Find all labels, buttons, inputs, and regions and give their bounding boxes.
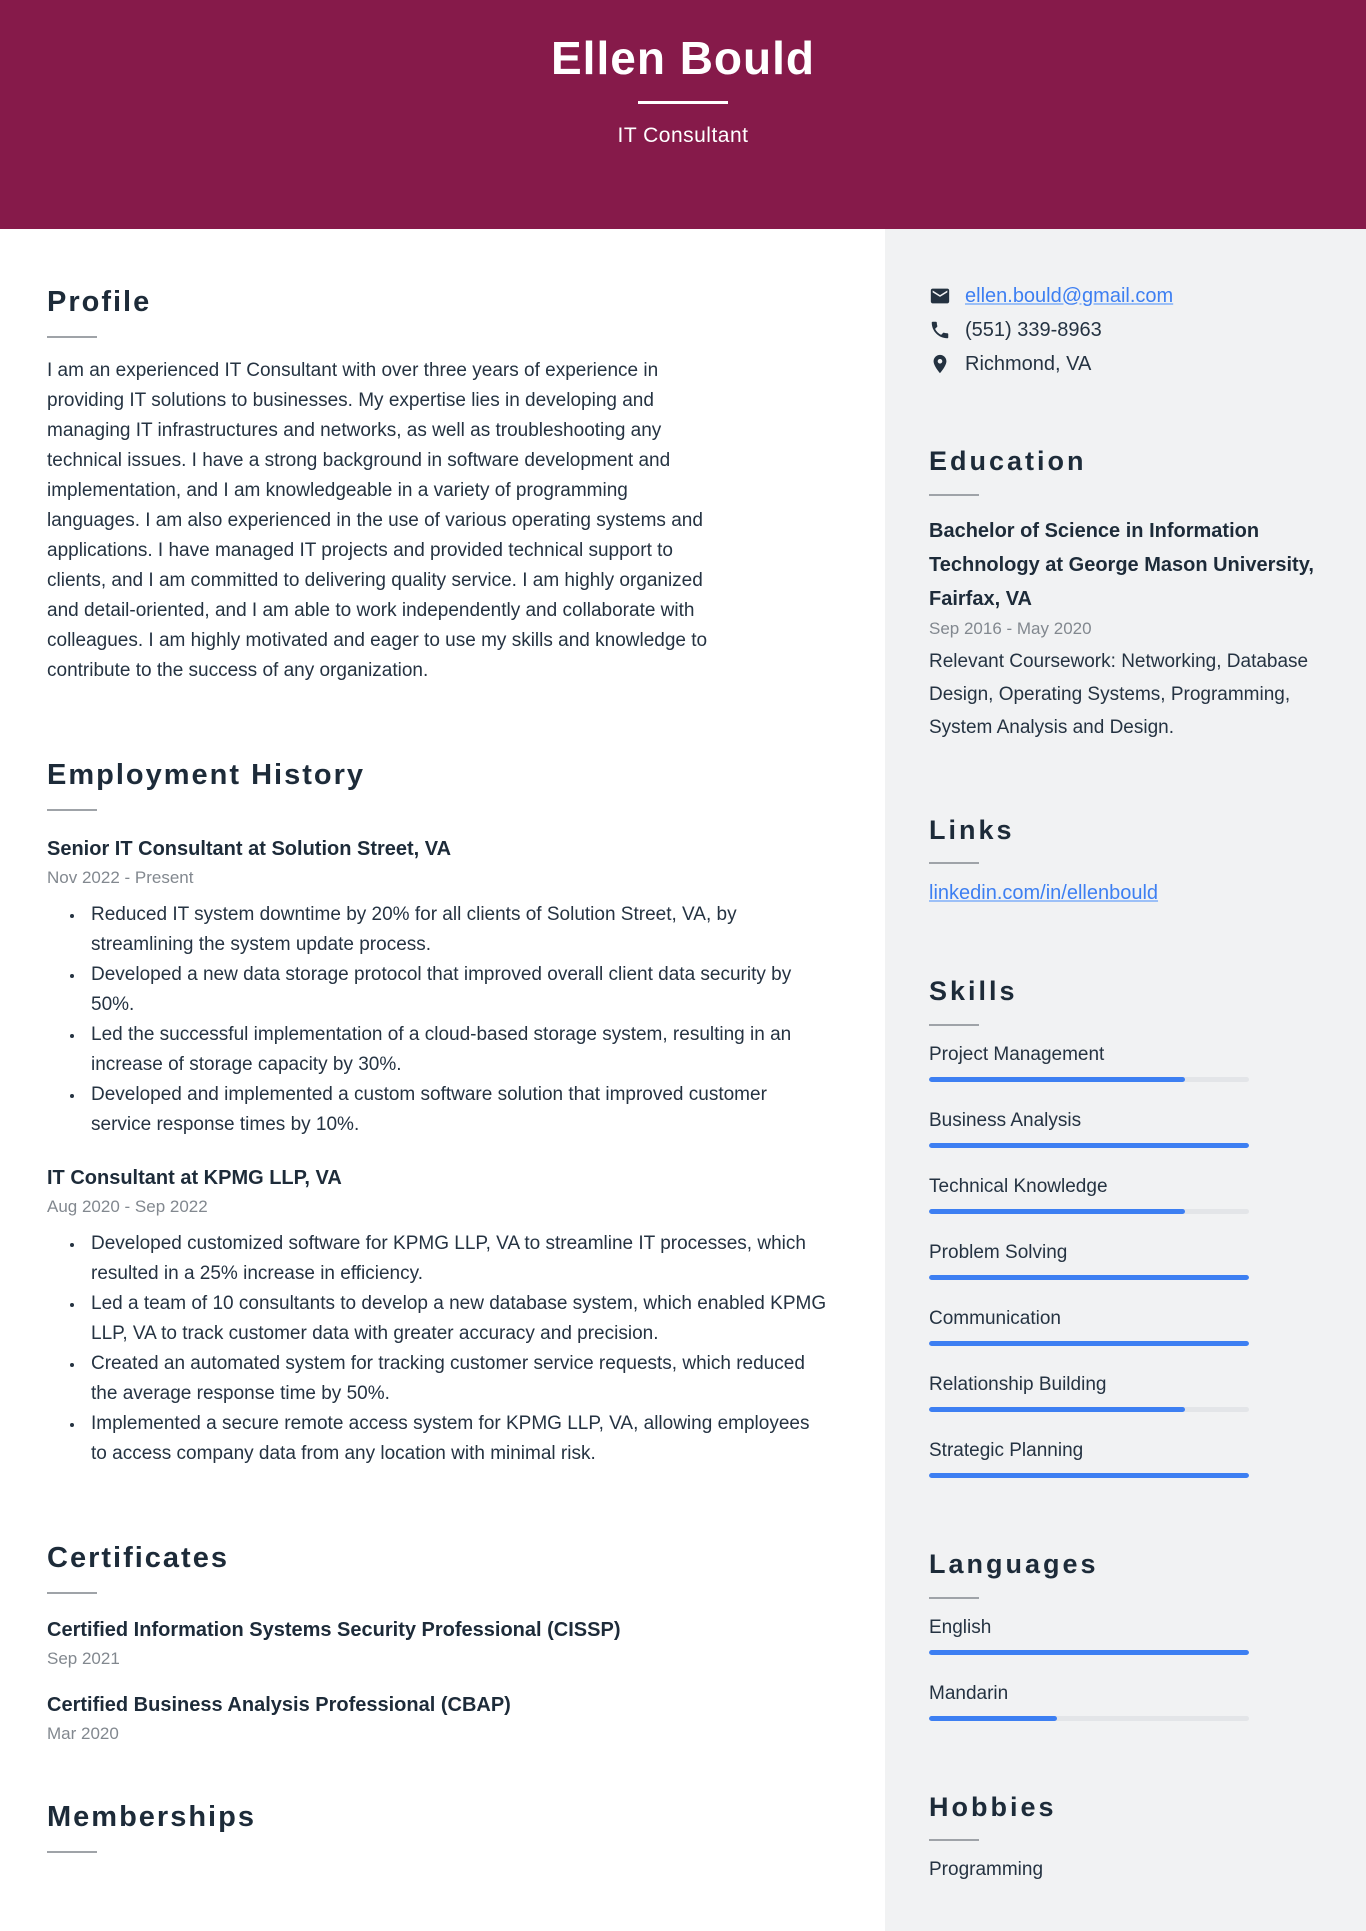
skill-bar	[929, 1209, 1249, 1214]
certificate-title: Certified Information Systems Security Professional (CISSP)	[47, 1618, 621, 1641]
education-period: Sep 2016 - May 2020	[929, 618, 1092, 638]
employment-section	[47, 760, 830, 1469]
job-bullet: • Created an automated system for tracking customer service requests, which reduced the average response time by 50%.	[85, 1349, 830, 1409]
job-entry	[47, 1164, 830, 1469]
skill-item	[929, 1242, 1318, 1280]
job-bullet-list	[47, 900, 830, 1140]
skill-bar-fill	[929, 1407, 1185, 1412]
skill-bar-fill	[929, 1077, 1185, 1082]
skill-item	[929, 1044, 1318, 1082]
page-header	[0, 0, 1366, 229]
contact-location: Richmond, VA	[965, 352, 1092, 375]
location-pin-icon	[929, 353, 951, 375]
section-rule	[929, 1597, 979, 1599]
contact-phone-row	[929, 319, 1318, 341]
skill-item	[929, 1440, 1318, 1478]
job-period: Nov 2022 - Present	[47, 867, 194, 887]
job-bullet-list	[47, 1229, 830, 1469]
candidate-name: Ellen Bould	[551, 32, 815, 84]
phone-icon	[929, 319, 951, 341]
skill-name: Strategic Planning	[929, 1440, 1084, 1462]
contact-location-row	[929, 353, 1318, 375]
job-entry	[47, 835, 830, 1140]
links-heading: Links	[929, 814, 1015, 845]
section-rule	[47, 809, 97, 811]
section-rule	[929, 1839, 979, 1841]
language-bar-fill	[929, 1650, 1249, 1655]
hobby-item: Programming	[929, 1859, 1044, 1881]
languages-heading: Languages	[929, 1549, 1099, 1580]
language-bar-fill	[929, 1716, 1057, 1721]
contact-section	[929, 285, 1318, 375]
skill-bar-fill	[929, 1209, 1185, 1214]
language-name: English	[929, 1616, 992, 1638]
header-divider	[638, 101, 728, 104]
education-heading: Education	[929, 446, 1087, 476]
language-item	[929, 1617, 1318, 1655]
skill-name: Technical Knowledge	[929, 1176, 1108, 1198]
employment-heading: Employment History	[47, 758, 365, 791]
skill-item	[929, 1110, 1318, 1148]
profile-section	[47, 287, 830, 686]
contact-email-row	[929, 285, 1318, 307]
certificate-item	[47, 1691, 830, 1744]
job-bullet: • Reduced IT system downtime by 20% for all clients of Solution Street, VA, by streamlining the system update process.	[85, 900, 830, 960]
hobbies-heading: Hobbies	[929, 1791, 1057, 1822]
language-name: Mandarin	[929, 1682, 1009, 1704]
section-rule	[47, 336, 97, 338]
education-degree: Bachelor of Science in Information Technology at George Mason University, Fairfax, VA	[929, 519, 1314, 610]
skill-item	[929, 1176, 1318, 1214]
sidebar	[885, 229, 1366, 1931]
skills-heading: Skills	[929, 976, 1018, 1007]
section-rule	[47, 1592, 97, 1594]
hobbies-section	[929, 1793, 1318, 1882]
envelope-icon	[929, 285, 951, 307]
section-rule	[929, 862, 979, 864]
certificates-section	[47, 1543, 830, 1744]
job-bullet: • Developed a new data storage protocol that improved overall client data security by 50%.	[85, 960, 830, 1020]
section-rule	[47, 1851, 97, 1853]
memberships-heading: Memberships	[47, 1800, 256, 1833]
links-section	[929, 816, 1318, 906]
skill-name: Problem Solving	[929, 1242, 1068, 1264]
profile-text: I am an experienced IT Consultant with over three years of experience in providing IT solutions to businesses. My expertise lies in developing and managing IT infrastructures and networks, as well as troubleshooting any technical issues. I have a strong background in software development and implementation, and I am knowledgeable in a variety of programming languages. I am also experienced in the use of various operating systems and applications. I have managed IT projects and provided technical support to clients, and I am committed to delivering quality service. I am highly organized and detail-oriented, and I am able to work independently and collaborate with colleagues. I am highly motivated and eager to use my skills and knowledge to contribute to the success of any organization.	[47, 359, 708, 681]
skill-bar	[929, 1077, 1249, 1082]
skill-bar-fill	[929, 1275, 1249, 1280]
skill-name: Business Analysis	[929, 1110, 1082, 1132]
memberships-section	[47, 1802, 830, 1853]
job-period: Aug 2020 - Sep 2022	[47, 1196, 208, 1216]
skill-name: Relationship Building	[929, 1374, 1107, 1396]
certificate-item	[47, 1616, 830, 1669]
certificate-date: Sep 2021	[47, 1648, 120, 1668]
skill-bar	[929, 1143, 1249, 1148]
job-bullet: • Led a team of 10 consultants to develop a new database system, which enabled KPMG LLP, VA to track customer data with greater accuracy and precision.	[85, 1289, 830, 1349]
skill-bar-fill	[929, 1143, 1249, 1148]
education-coursework: Relevant Coursework: Networking, Database Design, Operating Systems, Programming, System Analysis and Design.	[929, 650, 1309, 738]
job-bullet: • Developed and implemented a custom software solution that improved customer service response times by 10%.	[85, 1080, 830, 1140]
language-bar	[929, 1716, 1249, 1721]
job-title: IT Consultant at KPMG LLP, VA	[47, 1166, 342, 1189]
profile-heading: Profile	[47, 286, 152, 318]
main-column	[0, 229, 885, 1931]
section-rule	[929, 1024, 979, 1026]
skill-bar	[929, 1275, 1249, 1280]
education-section	[929, 447, 1318, 744]
job-bullet: • Developed customized software for KPMG LLP, VA to streamline IT processes, which resulted in a 25% increase in efficiency.	[85, 1229, 830, 1289]
language-bar	[929, 1650, 1249, 1655]
certificate-date: Mar 2020	[47, 1723, 119, 1743]
skill-item	[929, 1374, 1318, 1412]
language-item	[929, 1683, 1318, 1721]
skill-bar	[929, 1407, 1249, 1412]
contact-email-link[interactable]: ellen.bould@gmail.com	[965, 284, 1174, 307]
contact-phone: (551) 339-8963	[965, 318, 1102, 341]
section-rule	[929, 494, 979, 496]
skill-bar	[929, 1473, 1249, 1478]
job-bullet: • Led the successful implementation of a cloud-based storage system, resulting in an increase of storage capacity by 30%.	[85, 1020, 830, 1080]
skill-name: Communication	[929, 1308, 1061, 1330]
skills-section	[929, 977, 1318, 1478]
skill-bar-fill	[929, 1473, 1249, 1478]
skill-bar	[929, 1341, 1249, 1346]
languages-section	[929, 1550, 1318, 1721]
job-title: Senior IT Consultant at Solution Street, VA	[47, 837, 452, 860]
job-bullet: • Implemented a secure remote access system for KPMG LLP, VA, allowing employees to access company data from any location with minimal risk.	[85, 1409, 830, 1469]
skill-item	[929, 1308, 1318, 1346]
linkedin-link[interactable]: linkedin.com/in/ellenbould	[929, 882, 1159, 905]
skill-name: Project Management	[929, 1044, 1105, 1066]
candidate-job-title: IT Consultant	[617, 124, 749, 148]
certificates-heading: Certificates	[47, 1541, 229, 1574]
skill-bar-fill	[929, 1341, 1249, 1346]
certificate-title: Certified Business Analysis Professional (CBAP)	[47, 1693, 511, 1716]
